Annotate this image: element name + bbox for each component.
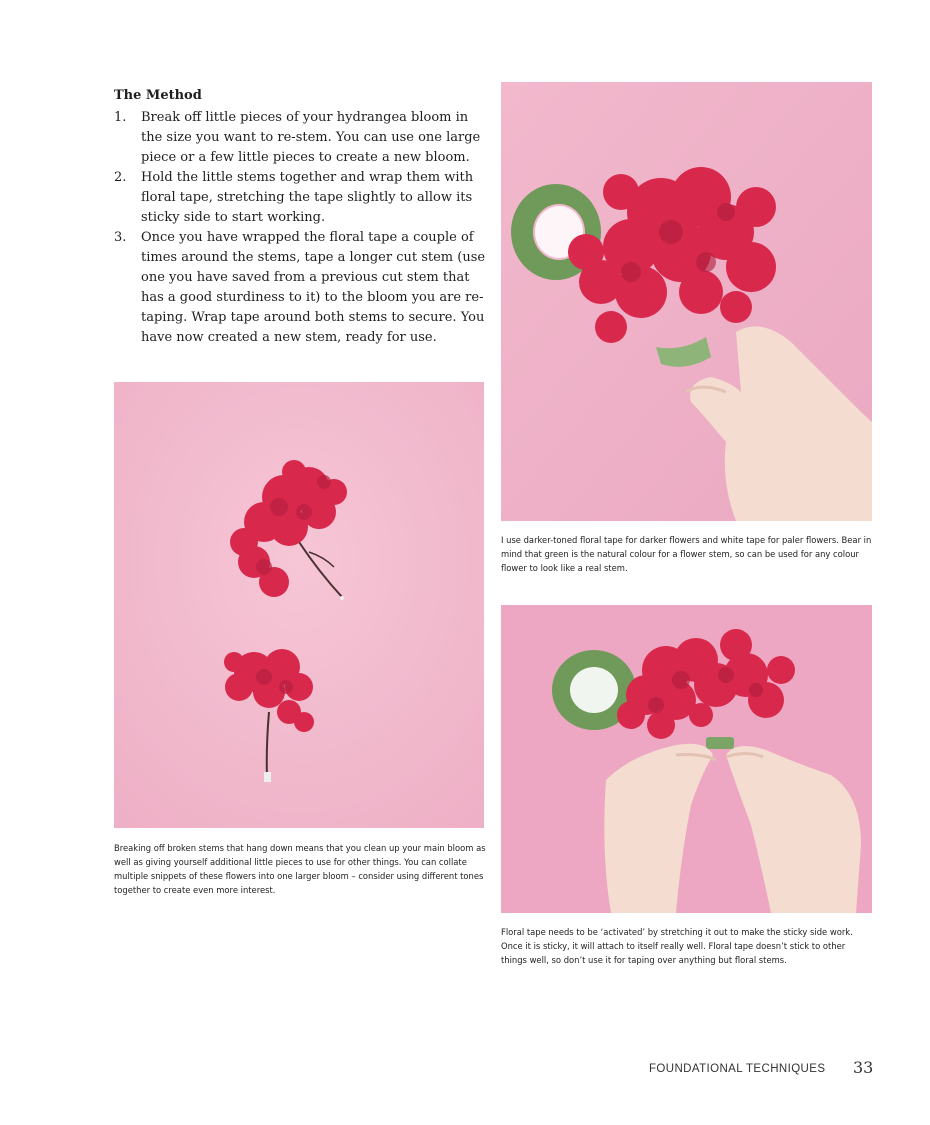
photo-bloom-with-tape (501, 82, 872, 521)
method-steps (114, 108, 486, 348)
step-text: Once you have wrapped the floral tape a couple of times around the stems, tape a longer cut stem (use one you have saved from a previous cut stem that has a good sturdiness to it) to the bloom you are re-taping. Wrap tape around both stems to secure. You have now created a new stem, ready for use. (141, 230, 486, 345)
footer-section-label: FOUNDATIONAL TECHNIQUES (649, 1063, 826, 1075)
method-section (114, 86, 486, 348)
method-step (114, 108, 486, 168)
photo-broken-stems (114, 382, 484, 828)
method-title: The Method (114, 88, 202, 103)
step-text: Hold the little stems together and wrap them with floral tape, stretching the tape slightly to allow its sticky side to start working. (141, 170, 474, 225)
method-step (114, 168, 486, 228)
step-text: Break off little pieces of your hydrangea bloom in the size you want to re-stem. You can use one large piece or a few little pieces to create a new bloom. (141, 110, 481, 165)
method-step (114, 228, 486, 348)
step-number: 1. (114, 110, 127, 125)
caption-tape-colours: I use darker-toned floral tape for darker flowers and white tape for paler flowers. Bear in mind that green is the natural colour for a flower stem, so can be used for any colour flower to look like a real stem. (501, 535, 872, 573)
photo-stretching-tape (501, 605, 872, 913)
step-number: 2. (114, 170, 127, 185)
caption-broken-stems: Breaking off broken stems that hang down means that you clean up your main bloom as well as giving yourself additional little pieces to use for other things. You can collate multiple snippets of these flowers into one larger bloom – consider using different tones together to create even more interest. (114, 843, 486, 895)
step-number: 3. (114, 230, 127, 245)
caption-activate-tape: Floral tape needs to be ‘activated’ by stretching it out to make the sticky side work. Once it is sticky, it will attach to itself really well. Floral tape doesn’t stick to other things well, so don’t use it for taping over anything but floral stems. (501, 927, 853, 965)
page-number: 33 (853, 1058, 874, 1077)
